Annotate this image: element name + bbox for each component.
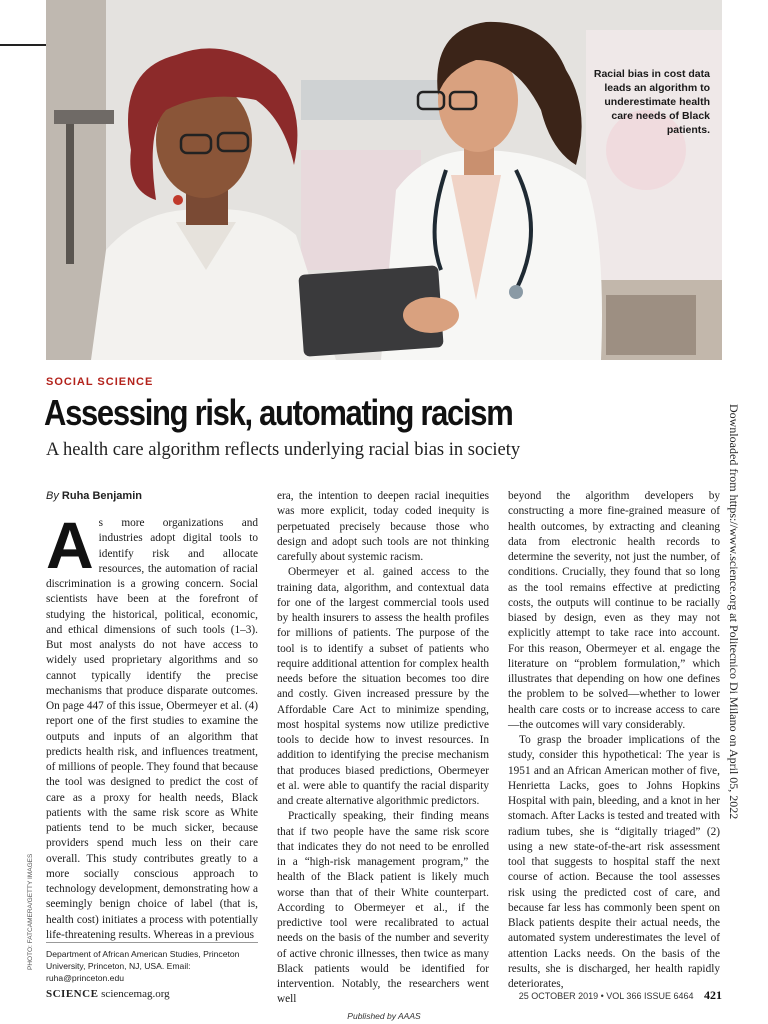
footer-issue bbox=[519, 988, 722, 1003]
journal-name: SCIENCE bbox=[46, 988, 99, 1000]
page-number: 421 bbox=[704, 988, 722, 1002]
author-name: Ruha Benjamin bbox=[61, 490, 142, 502]
section-label: SOCIAL SCIENCE bbox=[46, 376, 154, 388]
photo-caption: Racial bias in cost data leads an algorithm to underestimate health care needs of Black patients. bbox=[593, 68, 710, 136]
photo-credit bbox=[27, 853, 39, 970]
article-subtitle: A health care algorithm reflects underlying racial bias in society bbox=[46, 440, 521, 460]
footer-journal bbox=[46, 988, 170, 1000]
corner-rule bbox=[0, 44, 46, 46]
paragraph: beyond the algorithm developers by constructing a more fine-grained measure of health outcomes, by extracting and cleaning data from electronic health records to determine the severity, not just the number, of conditions. Crucially, they found that so long as the tool remains effective at predicting costs, the outputs will continue to be racially biased by design, even as they may not explicitly attempt to take race into account. For this reason, Obermeyer et al. engage the literature on “problem formulation,” which illustrates that depending on how one defines the problem to be solved—whether to lower health care costs or to increase access to care—the outcomes will vary considerably. bbox=[508, 490, 720, 731]
paragraph: s more organizations and industries adopt digital tools to identify risk and allocate resources, the automation of racial discrimination is a growing concern. Social scientists have been at the forefront of studying the historical, political, economic, and ethical dimensions of such tools (1–3). But most analysts do not have access to widely used proprietary algorithms and so cannot typically identify the precise mechanisms that produce disparate outcomes. On page 447 of this issue, Obermeyer et al. (4) report one of the first studies to examine the outputs and inputs of an algorithm that predicts health risk, and influences treatment, of millions of people. They found that because the tool was designed to predict the cost of care as a proxy for health needs, Black patients with the same risk score as White patients tend to be much sicker, because providers spend much less on their care overall. This study contributes greatly to a more socially conscious approach to technology development, demonstrating how a seemingly benign choice of label (that is, health cost) initiates a process with potentially life-threatening results. Whereas in a previous bbox=[46, 517, 258, 941]
issue-info: 25 OCTOBER 2019 • VOL 366 ISSUE 6464 bbox=[518, 991, 694, 1001]
column-1 bbox=[46, 508, 258, 943]
paragraph: era, the intention to deepen racial inequities was more explicit, today coded inequity is perpetuated precisely because those who design and adopt such tools are not thinking carefully about systemic racism. bbox=[277, 490, 489, 563]
byline-prefix: By bbox=[46, 490, 59, 502]
paragraph: To grasp the broader implications of the study, consider this hypothetical: The year is 1951 and an African American mother of five, Henrietta Lacks, goes to Johns Hopkins Hospital with pain, bleeding, and a knot in her stomach. After Lacks is tested and treated with radium tubes, she is “digitally triaged” (2) using a new state-of-the-art risk assessment tool that suggests to hospital staff the next course of action. Because the tool assesses risk using the predicted cost of care, and because far less has commonly been spent on Black patients despite their actual needs, the automated system underestimates the level of attention Lacks needs. On the basis of the results, she is discharged, her health rapidly deteriorates, bbox=[508, 734, 720, 990]
author-affiliation: Department of African American Studies, Princeton University, Princeton, NJ, USA. Email: ruha@princeton.edu bbox=[46, 942, 258, 984]
journal-site: sciencemag.org bbox=[101, 988, 170, 1000]
photo-credit-text: PHOTO: FATCAMERA/GETTY IMAGES bbox=[27, 853, 34, 970]
paragraph: Obermeyer et al. gained access to the training data, algorithm, and contextual data for one of the largest commercial tools used by health insurers to assess the health profiles for millions of patients. The purpose of the tool is to identify a subset of patients who require additional attention for complex health needs before the situation becomes too dire and costly. Given increased pressure by the Affordable Care Act to minimize spending, most hospital systems now utilize predictive tools to decide how to invest resources. In addition to identifying the precise mechanism that produces biased predictions, Obermeyer et al. were able to quantify the racial disparity and create alternative algorithmic predictors. bbox=[277, 566, 489, 807]
publisher-line: Published by AAAS bbox=[347, 1011, 421, 1021]
photo-illustration bbox=[46, 0, 722, 360]
article-title: Assessing risk, automating racism bbox=[44, 392, 513, 433]
article-photo bbox=[46, 0, 722, 360]
download-notice bbox=[726, 404, 746, 820]
paragraph: Practically speaking, their finding means that if two people have the same risk score that indicates they do not need to be enrolled in a “high-risk management program,” the health of the Black patient is likely much worse than that of their White counterpart. According to Obermeyer et al., if the predictive tool were recalibrated to actual needs on the basis of the number and severity of active chronic illnesses, then twice as many Black patients would be identified for intervention. Notably, the researchers went well bbox=[277, 810, 489, 1006]
download-notice-text: Downloaded from https://www.science.org at Politecnico Di Milano on April 05, 2022 bbox=[727, 404, 741, 820]
column-3 bbox=[508, 489, 720, 992]
column-2 bbox=[277, 489, 489, 1008]
byline bbox=[46, 490, 142, 502]
drop-cap: A bbox=[46, 508, 94, 582]
